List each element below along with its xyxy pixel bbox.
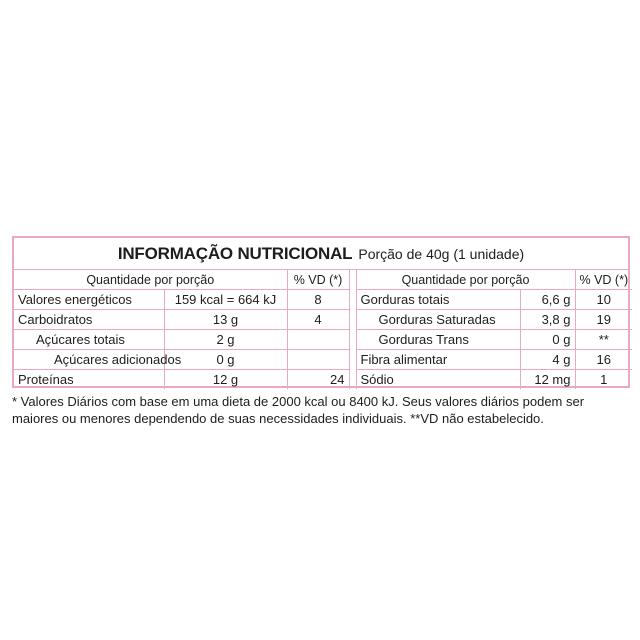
- table-row: [14, 350, 632, 370]
- nutrient-amount: 3,8 g: [520, 310, 575, 330]
- nutrient-vd: 10: [575, 290, 632, 310]
- nutrient-label: Carboidratos: [14, 310, 164, 330]
- vd-header-left: % VD (*): [287, 270, 349, 290]
- nutrient-label: Valores energéticos: [14, 290, 164, 310]
- nutrient-vd: 24: [287, 370, 349, 390]
- nutrient-vd: [287, 350, 349, 370]
- nutrient-vd: 16: [575, 350, 632, 370]
- nutrient-vd: 1: [575, 370, 632, 390]
- nutrient-vd: 19: [575, 310, 632, 330]
- nutrient-label: Gorduras Saturadas: [356, 310, 520, 330]
- column-gap: [349, 350, 356, 370]
- nutrient-label: Fibra alimentar: [356, 350, 520, 370]
- column-gap: [349, 330, 356, 350]
- nutrient-vd: [287, 330, 349, 350]
- header-row: [14, 270, 632, 290]
- table-row: [14, 310, 632, 330]
- nutrient-amount: 0 g: [520, 330, 575, 350]
- qty-header-left: Quantidade por porção: [14, 270, 287, 290]
- nutrient-amount: 6,6 g: [520, 290, 575, 310]
- nutrient-vd: 8: [287, 290, 349, 310]
- nutrient-label: Açúcares adicionados: [14, 350, 164, 370]
- nutrient-amount: 0 g: [164, 350, 287, 370]
- nutrient-amount: 12 g: [164, 370, 287, 390]
- title-row: [14, 238, 628, 270]
- nutrition-facts-panel: [12, 236, 630, 388]
- nutrient-vd: 4: [287, 310, 349, 330]
- footnote: * Valores Diários com base em uma dieta de 2000 kcal ou 8400 kJ. Seus valores diários podem ser maiores ou menores dependendo de suas necessidades individuais. **VD não estabelecido.: [12, 394, 585, 426]
- portion-size: Porção de 40g (1 unidade): [358, 245, 525, 262]
- nutrient-amount: 159 kcal = 664 kJ: [164, 290, 287, 310]
- nutrient-label: Proteínas: [14, 370, 164, 390]
- nutrition-table: [14, 270, 632, 389]
- table-row: [14, 330, 632, 350]
- nutrient-amount: 13 g: [164, 310, 287, 330]
- nutrient-label: Açúcares totais: [14, 330, 164, 350]
- table-row: [14, 370, 632, 390]
- panel-title: INFORMAÇÃO NUTRICIONAL: [117, 243, 353, 263]
- column-gap: [349, 290, 356, 310]
- nutrient-label: Sódio: [356, 370, 520, 390]
- nutrient-label: Gorduras Trans: [356, 330, 520, 350]
- nutrient-amount: 4 g: [520, 350, 575, 370]
- nutrient-label: Gorduras totais: [356, 290, 520, 310]
- column-gap: [349, 310, 356, 330]
- nutrient-amount: 2 g: [164, 330, 287, 350]
- column-gap: [349, 270, 356, 290]
- qty-header-right: Quantidade por porção: [356, 270, 575, 290]
- nutrient-vd: **: [575, 330, 632, 350]
- table-row: [14, 290, 632, 310]
- vd-header-right: % VD (*): [575, 270, 632, 290]
- column-gap: [349, 370, 356, 390]
- nutrient-amount: 12 mg: [520, 370, 575, 390]
